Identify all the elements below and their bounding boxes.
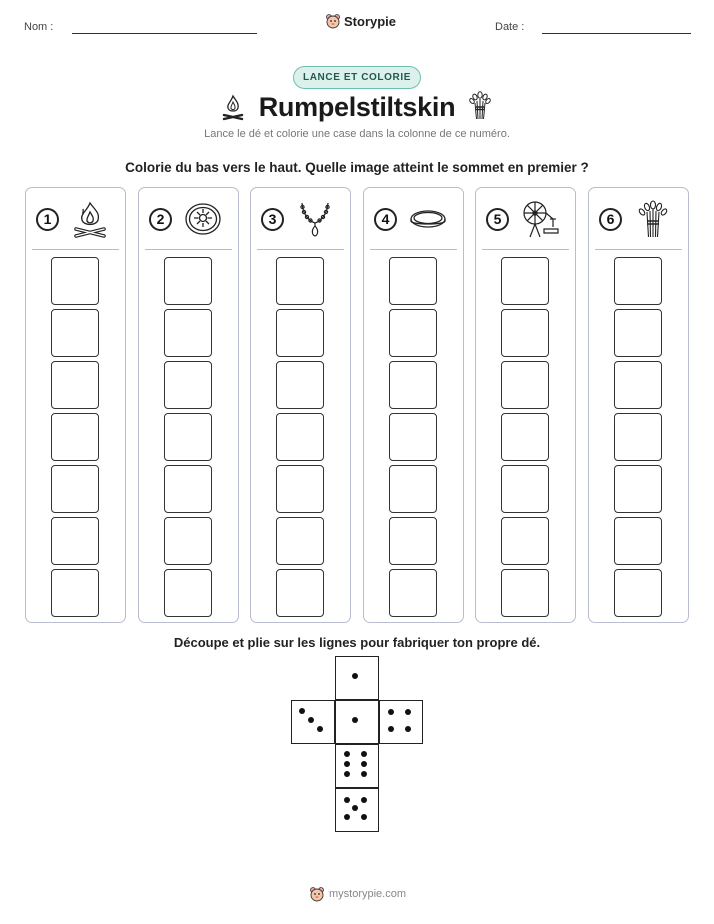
color-cell[interactable] xyxy=(501,569,549,617)
die-face-3[interactable] xyxy=(291,700,335,744)
color-cell[interactable] xyxy=(501,361,549,409)
column-3 xyxy=(250,187,351,623)
pip xyxy=(361,751,367,757)
straw-bundle-icon xyxy=(633,199,673,239)
color-cell[interactable] xyxy=(501,465,549,513)
color-cell[interactable] xyxy=(389,361,437,409)
color-cell[interactable] xyxy=(51,465,99,513)
column-header xyxy=(26,188,125,250)
spinning-wheel-icon xyxy=(520,199,560,239)
color-cell[interactable] xyxy=(614,257,662,305)
column-header xyxy=(476,188,575,250)
brand-logo xyxy=(325,13,396,29)
pip xyxy=(352,673,358,679)
color-cell[interactable] xyxy=(164,569,212,617)
gold-coin-icon xyxy=(183,199,223,239)
storypie-mascot-icon xyxy=(309,886,325,902)
color-cell[interactable] xyxy=(51,257,99,305)
color-cell[interactable] xyxy=(276,465,324,513)
color-cell[interactable] xyxy=(614,465,662,513)
footer xyxy=(309,886,406,902)
color-cell[interactable] xyxy=(501,413,549,461)
color-cell[interactable] xyxy=(51,361,99,409)
die-face-6[interactable] xyxy=(335,744,379,788)
color-cell[interactable] xyxy=(614,517,662,565)
necklace-icon xyxy=(295,199,335,239)
date-line[interactable] xyxy=(542,33,691,34)
column-header xyxy=(251,188,350,250)
color-cell[interactable] xyxy=(164,309,212,357)
column-divider xyxy=(482,249,569,250)
color-cell[interactable] xyxy=(164,465,212,513)
column-header xyxy=(364,188,463,250)
color-cell[interactable] xyxy=(276,309,324,357)
pip xyxy=(361,771,367,777)
pip xyxy=(405,709,411,715)
color-cell[interactable] xyxy=(164,257,212,305)
color-cell[interactable] xyxy=(389,257,437,305)
column-header xyxy=(589,188,688,250)
pip xyxy=(352,805,358,811)
date-label: Date : xyxy=(495,21,525,33)
pip xyxy=(352,717,358,723)
die-face-1[interactable] xyxy=(335,656,379,700)
pip xyxy=(388,709,394,715)
color-cell[interactable] xyxy=(276,517,324,565)
column-divider xyxy=(32,249,119,250)
color-cell[interactable] xyxy=(164,361,212,409)
color-cell[interactable] xyxy=(501,309,549,357)
color-cell[interactable] xyxy=(51,569,99,617)
column-5 xyxy=(475,187,576,623)
game-instruction: Colorie du bas vers le haut. Quelle image atteint le sommet en premier ? xyxy=(125,160,589,175)
column-number: 3 xyxy=(261,208,284,231)
color-cell[interactable] xyxy=(614,413,662,461)
pip xyxy=(308,717,314,723)
pip xyxy=(344,814,350,820)
column-number: 4 xyxy=(374,208,397,231)
column-number: 1 xyxy=(36,208,59,231)
die-face-5[interactable] xyxy=(335,788,379,832)
color-cell[interactable] xyxy=(389,517,437,565)
pip xyxy=(405,726,411,732)
color-cell[interactable] xyxy=(164,413,212,461)
name-label: Nom : xyxy=(24,21,54,33)
color-cell[interactable] xyxy=(614,569,662,617)
color-cell[interactable] xyxy=(276,413,324,461)
column-number: 5 xyxy=(486,208,509,231)
straw-bundle-icon xyxy=(468,91,492,121)
page-title: Rumpelstiltskin xyxy=(258,92,456,122)
column-header xyxy=(139,188,238,250)
die-face-1[interactable] xyxy=(335,700,379,744)
pip xyxy=(361,797,367,803)
color-cell[interactable] xyxy=(389,465,437,513)
color-cell[interactable] xyxy=(389,413,437,461)
pip xyxy=(388,726,394,732)
pip xyxy=(317,726,323,732)
pip xyxy=(361,761,367,767)
footer-site[interactable]: mystorypie.com xyxy=(329,888,407,900)
color-cell[interactable] xyxy=(276,569,324,617)
name-line[interactable] xyxy=(72,33,257,34)
campfire-icon xyxy=(70,199,110,239)
column-6 xyxy=(588,187,689,623)
color-cell[interactable] xyxy=(389,569,437,617)
color-cell[interactable] xyxy=(164,517,212,565)
color-cell[interactable] xyxy=(51,413,99,461)
column-4 xyxy=(363,187,464,623)
column-divider xyxy=(595,249,682,250)
color-cell[interactable] xyxy=(389,309,437,357)
campfire-icon xyxy=(221,93,245,121)
dice-instruction: Découpe et plie sur les lignes pour fabriquer ton propre dé. xyxy=(173,635,541,650)
column-divider xyxy=(145,249,232,250)
pip xyxy=(344,797,350,803)
color-cell[interactable] xyxy=(51,517,99,565)
column-divider xyxy=(257,249,344,250)
color-cell[interactable] xyxy=(501,517,549,565)
column-number: 2 xyxy=(149,208,172,231)
subtitle: Lance le dé et colorie une case dans la colonne de ce numéro. xyxy=(204,128,510,140)
activity-badge: LANCE ET COLORIE xyxy=(293,66,421,89)
pip xyxy=(361,814,367,820)
ring-icon xyxy=(408,199,448,239)
storypie-mascot-icon xyxy=(325,13,341,29)
pip xyxy=(299,708,305,714)
column-2 xyxy=(138,187,239,623)
die-face-4[interactable] xyxy=(379,700,423,744)
color-cell[interactable] xyxy=(614,361,662,409)
color-cell[interactable] xyxy=(614,309,662,357)
color-cell[interactable] xyxy=(276,257,324,305)
color-cell[interactable] xyxy=(501,257,549,305)
column-number: 6 xyxy=(599,208,622,231)
brand-name: Storypie xyxy=(344,13,397,29)
pip xyxy=(344,751,350,757)
pip xyxy=(344,761,350,767)
pip xyxy=(344,771,350,777)
column-divider xyxy=(370,249,457,250)
column-1 xyxy=(25,187,126,623)
color-cell[interactable] xyxy=(51,309,99,357)
color-cell[interactable] xyxy=(276,361,324,409)
